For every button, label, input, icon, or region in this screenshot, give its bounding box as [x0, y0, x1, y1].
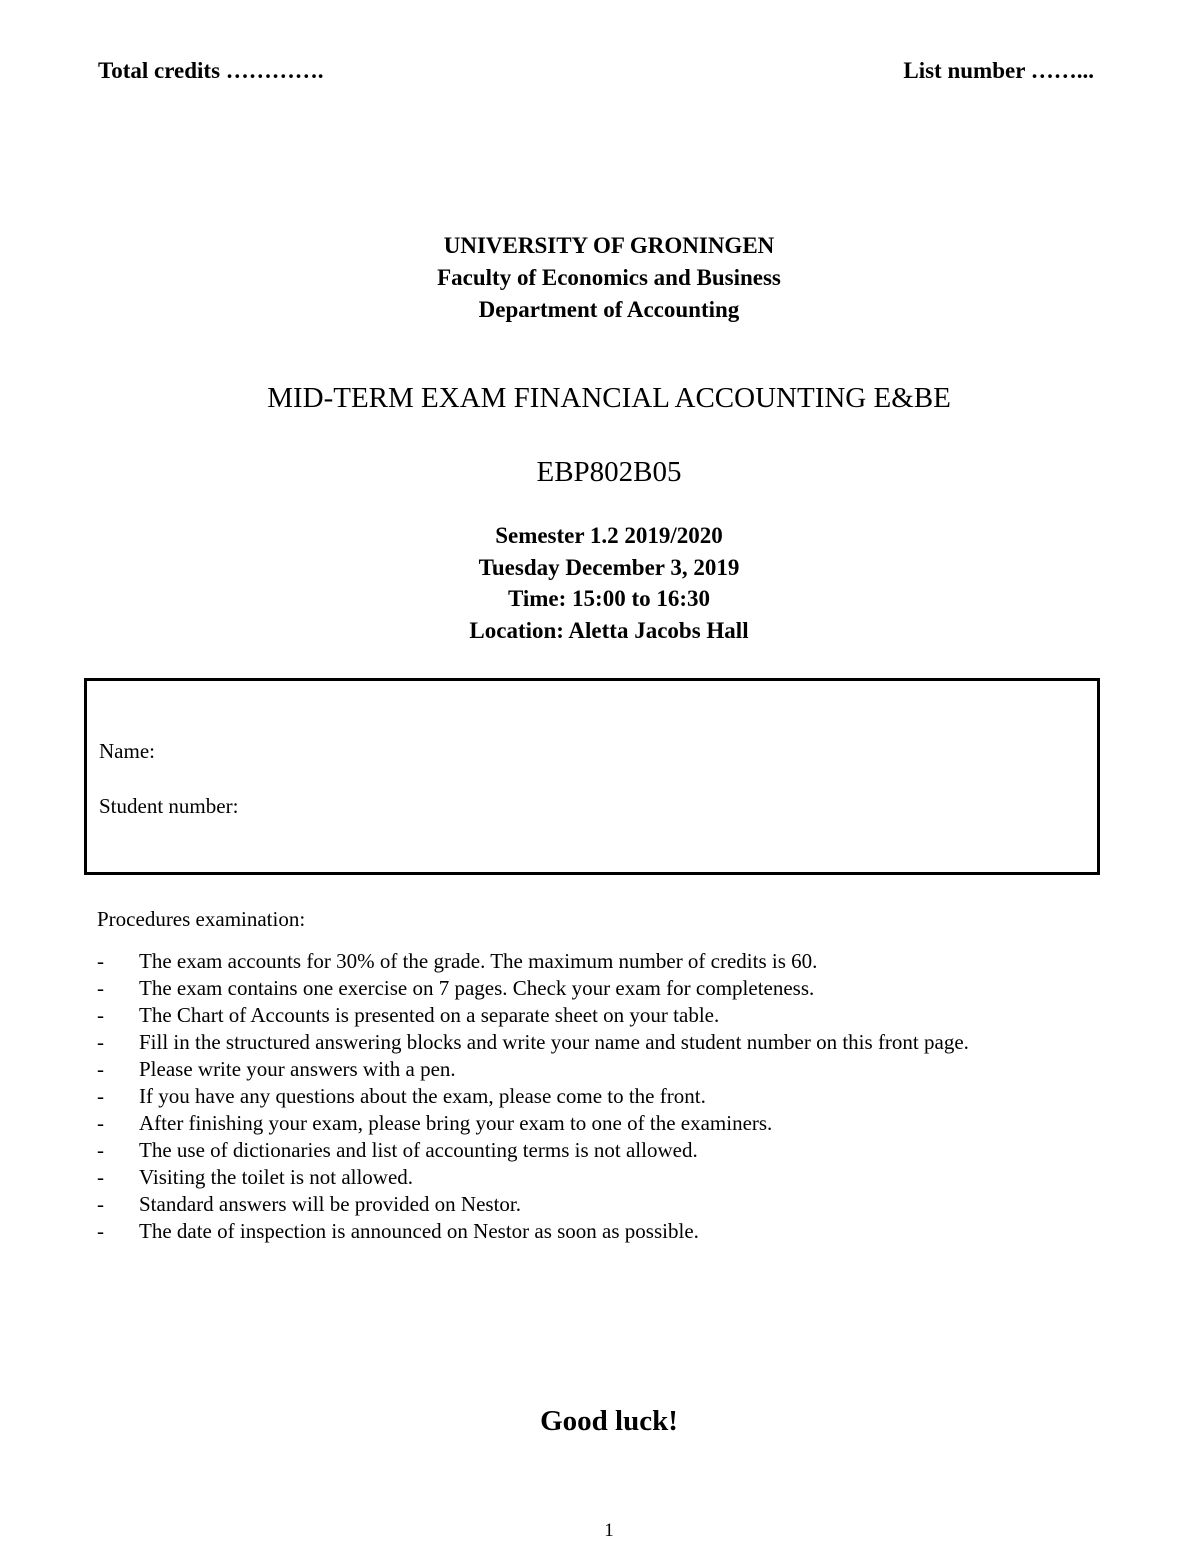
- procedure-item: [97, 1056, 1097, 1083]
- procedure-text: Fill in the structured answering blocks and write your name and student number on this front page.: [139, 1030, 969, 1054]
- student-number-label: Student number:: [99, 794, 239, 818]
- course-code: EBP802B05: [536, 456, 682, 488]
- exam-info-block: [0, 520, 1200, 646]
- institution-block: [0, 230, 1200, 326]
- procedure-text: Standard answers will be provided on Nestor.: [139, 1192, 522, 1216]
- procedure-text: The date of inspection is announced on Nestor as soon as possible.: [139, 1219, 699, 1243]
- faculty-name: Faculty of Economics and Business: [437, 265, 781, 290]
- list-bullet: -: [97, 1138, 104, 1162]
- total-credits-field: Total credits ………….: [98, 58, 324, 83]
- list-bullet: -: [97, 1192, 104, 1216]
- procedure-text: If you have any questions about the exam, please come to the front.: [139, 1084, 706, 1108]
- university-name: UNIVERSITY OF GRONINGEN: [443, 233, 775, 258]
- list-bullet: -: [97, 1057, 104, 1081]
- procedures-heading: Procedures examination:: [97, 907, 306, 931]
- procedure-item: [97, 1083, 1097, 1110]
- procedure-text: After finishing your exam, please bring your exam to one of the examiners.: [139, 1111, 773, 1135]
- student-details-box[interactable]: [84, 678, 1100, 875]
- procedure-item: [97, 1110, 1097, 1137]
- procedure-text: The exam accounts for 30% of the grade. The maximum number of credits is 60.: [139, 949, 818, 973]
- procedure-item: [97, 1002, 1097, 1029]
- procedure-item: [97, 1191, 1097, 1218]
- list-bullet: -: [97, 1084, 104, 1108]
- page-number: 1: [604, 1520, 614, 1541]
- procedure-text: The use of dictionaries and list of accounting terms is not allowed.: [139, 1138, 698, 1162]
- list-bullet: -: [97, 1111, 104, 1135]
- exam-date: Tuesday December 3, 2019: [478, 554, 740, 580]
- procedure-item: [97, 948, 1097, 975]
- list-bullet: -: [97, 1003, 104, 1027]
- exam-title: MID-TERM EXAM FINANCIAL ACCOUNTING E&BE: [267, 382, 951, 414]
- exam-location: Location: Aletta Jacobs Hall: [469, 617, 749, 643]
- procedure-item: [97, 1137, 1097, 1164]
- procedure-text: The Chart of Accounts is presented on a separate sheet on your table.: [139, 1003, 720, 1027]
- list-bullet: -: [97, 976, 104, 1000]
- list-bullet: -: [97, 1165, 104, 1189]
- procedure-item: [97, 1029, 1097, 1056]
- procedure-text: Please write your answers with a pen.: [139, 1057, 456, 1081]
- closing-message: Good luck!: [540, 1405, 678, 1437]
- department-name: Department of Accounting: [478, 297, 740, 322]
- list-bullet: -: [97, 949, 104, 973]
- list-bullet: -: [97, 1219, 104, 1243]
- exam-semester: Semester 1.2 2019/2020: [495, 523, 723, 548]
- list-bullet: -: [97, 1030, 104, 1054]
- procedures-list: [97, 948, 1097, 1245]
- procedure-text: Visiting the toilet is not allowed.: [139, 1165, 414, 1189]
- exam-time: Time: 15:00 to 16:30: [507, 586, 711, 611]
- procedure-item: [97, 975, 1097, 1002]
- list-number-field: List number ……...: [903, 58, 1094, 83]
- procedure-text: The exam contains one exercise on 7 pages. Check your exam for completeness.: [139, 976, 815, 1000]
- procedure-item: [97, 1164, 1097, 1191]
- name-label: Name:: [99, 739, 155, 763]
- procedure-item: [97, 1218, 1097, 1245]
